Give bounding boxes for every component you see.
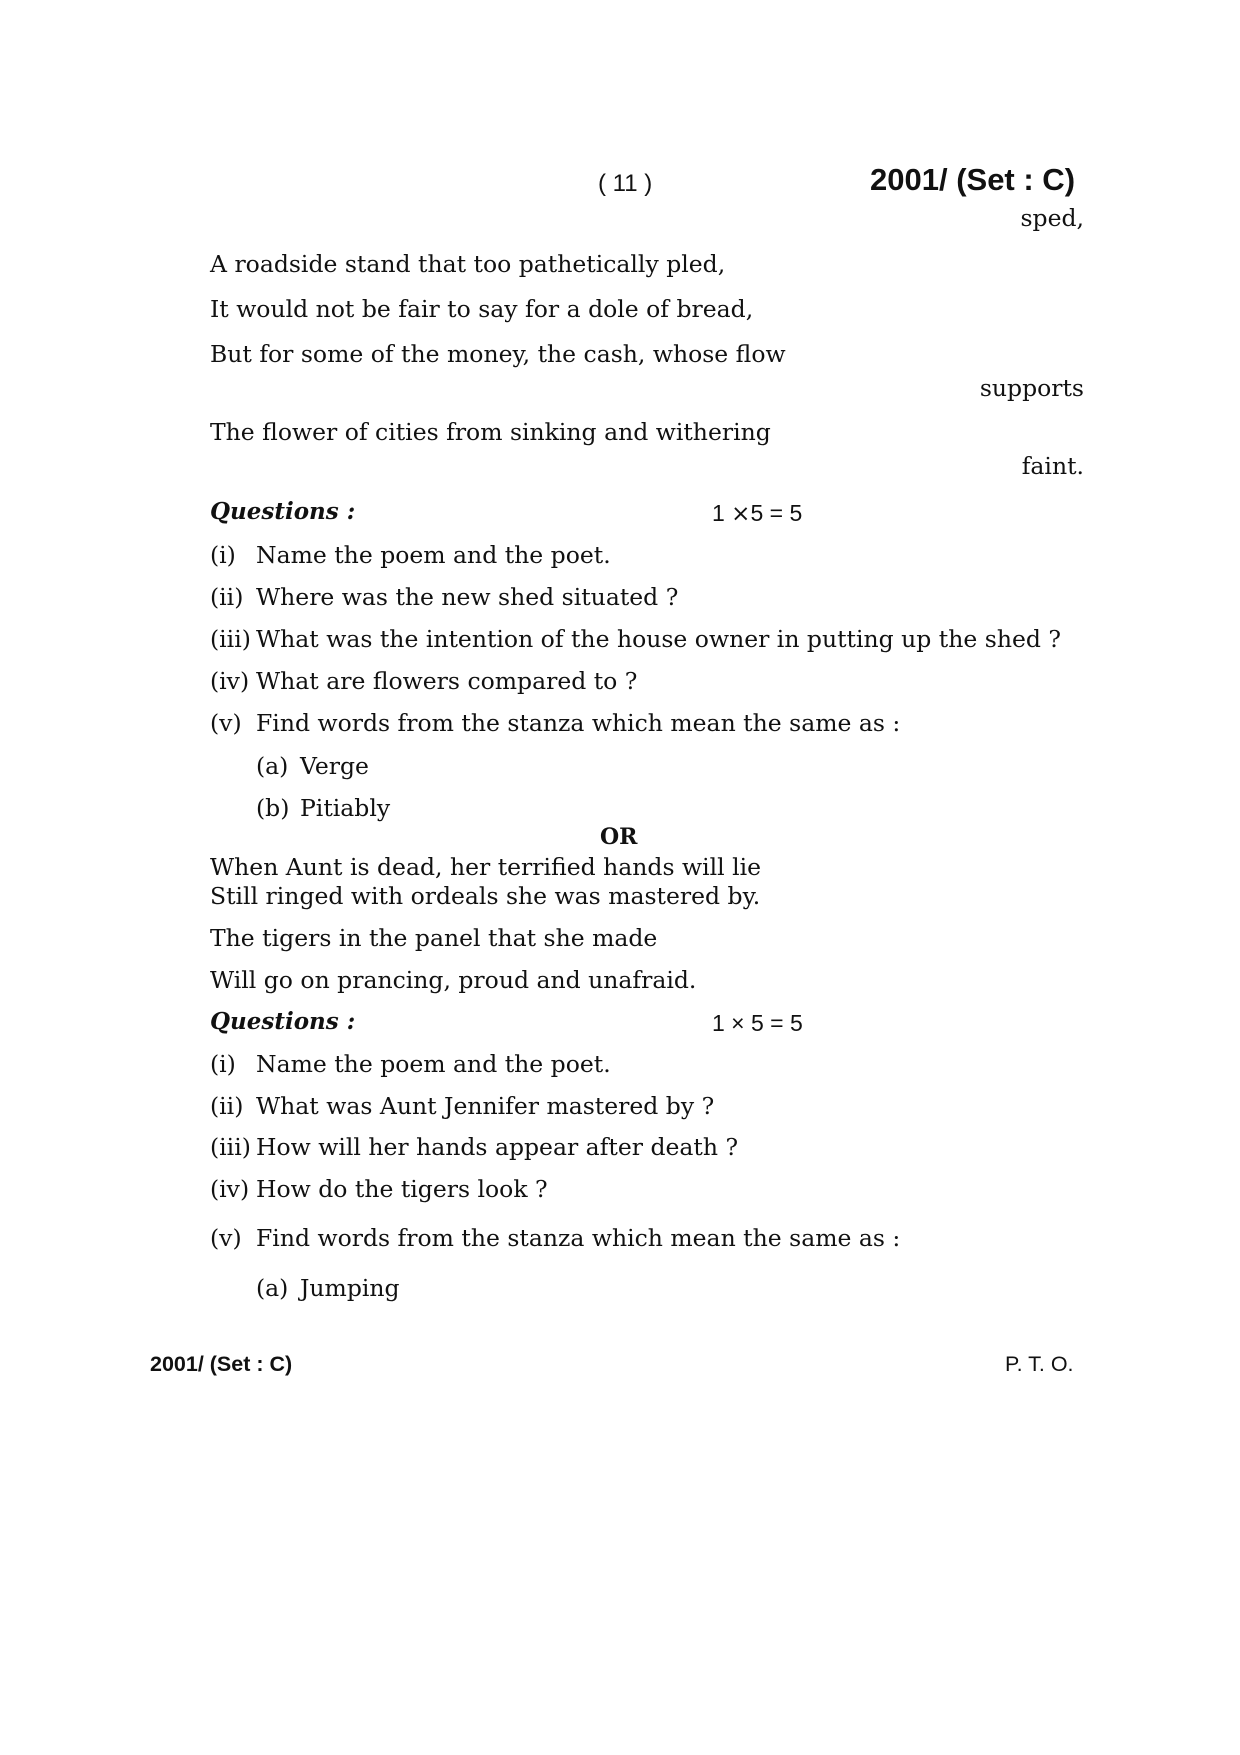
poem1-wrap: supports bbox=[979, 374, 1084, 402]
question-item bbox=[210, 667, 637, 695]
sub-question-number: (a) bbox=[256, 752, 289, 780]
question-number: (iv) bbox=[210, 1175, 250, 1203]
question-text: What was the intention of the house owner in putting up the shed ? bbox=[256, 625, 1061, 653]
poem1-wrap: faint. bbox=[1021, 452, 1084, 480]
poem2-line: The tigers in the panel that she made bbox=[210, 924, 658, 952]
question-item bbox=[210, 1133, 738, 1161]
sub-question-number: (a) bbox=[256, 1274, 289, 1302]
sub-question-text: Verge bbox=[300, 752, 369, 780]
question-text: Name the poem and the poet. bbox=[256, 541, 611, 569]
pto-label: P. T. O. bbox=[1005, 1352, 1074, 1376]
sub-question-item bbox=[256, 752, 369, 780]
question-text: Find words from the stanza which mean the same as : bbox=[256, 1224, 901, 1252]
question-number: (v) bbox=[210, 709, 242, 737]
sub-question-item bbox=[256, 794, 390, 822]
poem1-line: The flower of cities from sinking and withering bbox=[210, 418, 771, 446]
questions-heading: Questions : bbox=[210, 1008, 356, 1035]
question-text: Where was the new shed situated ? bbox=[256, 583, 679, 611]
question-item bbox=[210, 583, 678, 611]
poem2-line: Still ringed with ordeals she was mastered by. bbox=[210, 882, 761, 910]
question-item bbox=[210, 709, 900, 737]
question-number: (iii) bbox=[210, 1133, 251, 1161]
poem1-line: A roadside stand that too pathetically pled, bbox=[210, 250, 726, 278]
sub-question-item bbox=[256, 1274, 400, 1302]
sub-question-text: Pitiably bbox=[300, 794, 391, 822]
question-text: What was Aunt Jennifer mastered by ? bbox=[256, 1092, 715, 1120]
set-code-header: 2001/ (Set : C) bbox=[870, 162, 1076, 197]
poem1-line: But for some of the money, the cash, whose flow bbox=[210, 340, 786, 368]
question-item bbox=[210, 625, 1061, 653]
poem2-line: Will go on prancing, proud and unafraid. bbox=[210, 966, 697, 994]
poem1-line: It would not be fair to say for a dole of bread, bbox=[210, 295, 754, 323]
question-number: (v) bbox=[210, 1224, 242, 1252]
question-text: Find words from the stanza which mean the same as : bbox=[256, 709, 901, 737]
question-item bbox=[210, 1050, 611, 1078]
poem2-line: When Aunt is dead, her terrified hands will lie bbox=[210, 853, 762, 881]
question-number: (iv) bbox=[210, 667, 250, 695]
question-item bbox=[210, 1092, 714, 1120]
or-divider: OR bbox=[600, 824, 638, 850]
question-number: (i) bbox=[210, 541, 236, 569]
sub-question-number: (b) bbox=[256, 794, 290, 822]
poem1-carry-over: sped, bbox=[1020, 204, 1084, 232]
marks-label: 1 ⨯5 = 5 bbox=[712, 500, 803, 526]
question-text: How will her hands appear after death ? bbox=[256, 1133, 739, 1161]
question-text: Name the poem and the poet. bbox=[256, 1050, 611, 1078]
questions-heading: Questions : bbox=[210, 498, 356, 525]
page-number: ( 11 ) bbox=[598, 170, 653, 197]
question-item bbox=[210, 541, 611, 569]
sub-question-text: Jumping bbox=[300, 1274, 400, 1302]
question-text: What are flowers compared to ? bbox=[256, 667, 638, 695]
question-number: (ii) bbox=[210, 1092, 244, 1120]
set-code-footer: 2001/ (Set : C) bbox=[150, 1352, 293, 1376]
question-text: How do the tigers look ? bbox=[256, 1175, 548, 1203]
question-number: (iii) bbox=[210, 625, 251, 653]
question-item bbox=[210, 1175, 548, 1203]
question-item bbox=[210, 1224, 900, 1252]
question-number: (ii) bbox=[210, 583, 244, 611]
question-number: (i) bbox=[210, 1050, 236, 1078]
marks-label: 1 × 5 = 5 bbox=[712, 1010, 803, 1036]
